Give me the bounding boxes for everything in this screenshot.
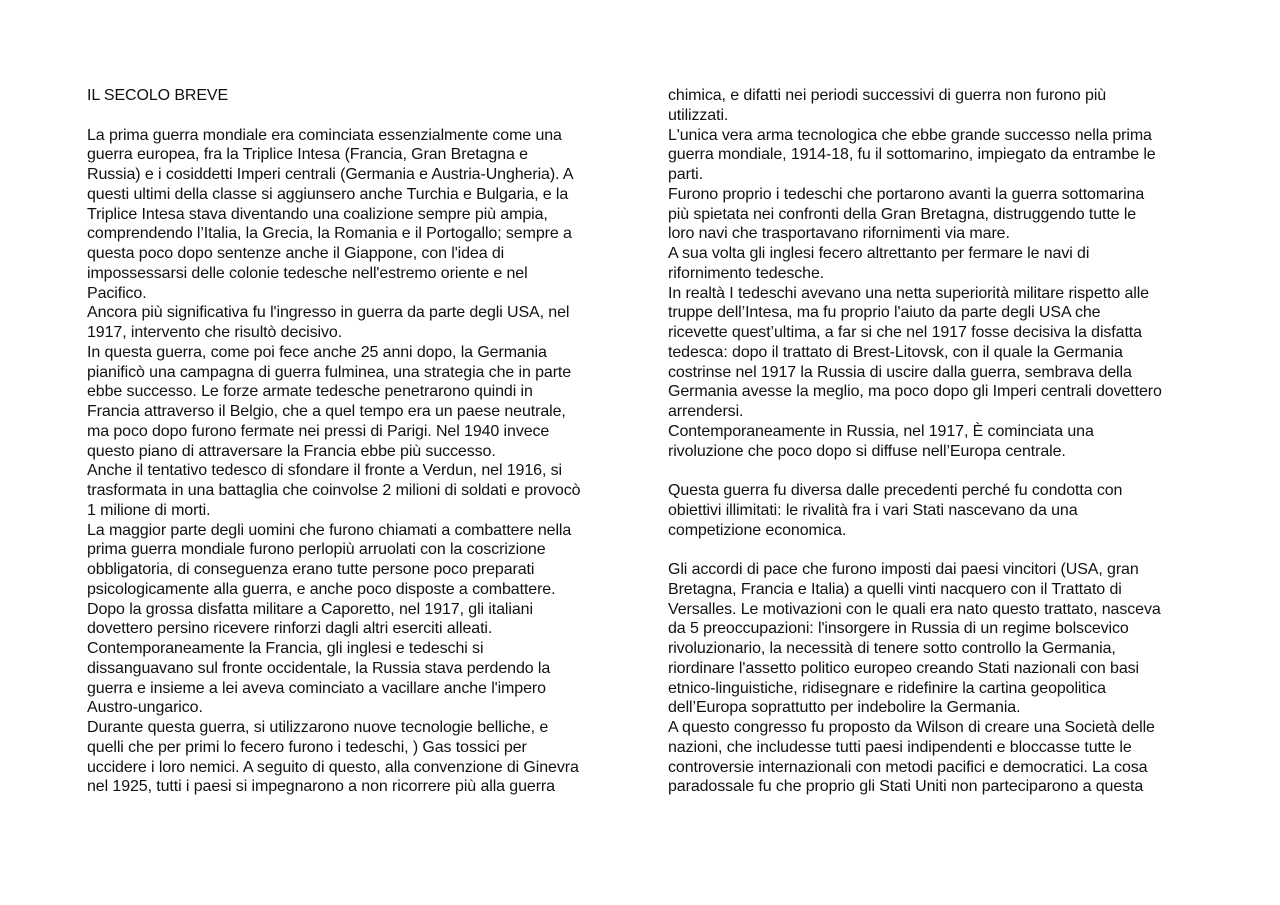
- text-line: competizione economica.: [668, 521, 847, 539]
- text-line: pianificò una campagna di guerra fulminea, una strategia che in parte: [87, 363, 572, 381]
- text-line: controversie internazionali con metodi pacifici e democratici. La cosa: [668, 758, 1148, 776]
- text-line: dissanguavano sul fronte occidentale, la Russia stava perdendo la: [87, 659, 551, 677]
- text-line: chimica, e difatti nei periodi successivi di guerra non furono più: [668, 87, 1107, 104]
- right-paragraph-block-3: [668, 560, 1196, 797]
- text-line: loro navi che trasportavano rifornimenti via mare.: [668, 225, 1010, 243]
- text-line: 1 milione di morti.: [87, 501, 211, 519]
- text-line: trasformata in una battaglia che coinvolse 2 milioni di soldati e provocò: [87, 482, 581, 499]
- text-line: psicologicamente alla guerra, e anche poco disposte a combattere.: [87, 580, 556, 598]
- text-line: Bretagna, Francia e Italia) a quelli vinti nacquero con il Trattato di: [668, 580, 1122, 598]
- text-line: questi ultimi della classe si aggiunsero anche Turchia e Bulgaria, e la: [87, 185, 569, 203]
- blank-line: [668, 461, 1196, 481]
- text-line: Contemporaneamente la Francia, gli inglesi e tedeschi si: [87, 640, 484, 657]
- text-line: ma poco dopo furono fermate nei pressi di Parigi. Nel 1940 invece: [87, 422, 550, 440]
- left-column: [87, 86, 622, 797]
- text-line: nel 1925, tutti i paesi si impegnarono a non ricorrere più alla guerra: [87, 778, 555, 796]
- text-line: tedesca: dopo il trattato di Brest-Litovsk, con il quale la Germania: [668, 343, 1123, 361]
- text-line: più spietata nei confronti della Gran Bretagna, distruggendo tutte le: [668, 205, 1137, 223]
- text-line: Anche il tentativo tedesco di sfondare il fronte a Verdun, nel 1916, si: [87, 462, 562, 480]
- left-column-text: [87, 126, 622, 798]
- text-line: La maggior parte degli uomini che furono chiamati a combattere nella: [87, 521, 572, 539]
- text-line: guerra mondiale, 1914-18, fu il sottomarino, impiegato da entrambe le: [668, 146, 1156, 164]
- text-line: nazioni, che includesse tutti paesi indipendenti e bloccasse tutte le: [668, 738, 1132, 756]
- text-line: In realtà I tedeschi avevano una netta superiorità militare rispetto alle: [668, 284, 1149, 302]
- text-line: questa poco dopo sentenze anche il Giappone, con l'idea di: [87, 245, 505, 262]
- text-line: utilizzati.: [668, 106, 729, 124]
- text-line: Germania avesse la meglio, ma poco dopo gli Imperi centrali dovettero: [668, 383, 1162, 401]
- text-line: 1917, intervento che risultò decisivo.: [87, 324, 343, 341]
- text-line: Pacifico.: [87, 284, 147, 302]
- text-line: Ancora più significativa fu l'ingresso in guerra da parte degli USA, nel: [87, 304, 570, 322]
- text-line: ebbe successo. Le forze armate tedesche penetrarono quindi in: [87, 383, 533, 401]
- text-line: costrinse nel 1917 la Russia di uscire dalla guerra, sembrava della: [668, 363, 1132, 381]
- text-line: A sua volta gli inglesi fecero altrettanto per fermare le navi di: [668, 245, 1090, 262]
- right-column: [668, 86, 1196, 797]
- text-line: Furono proprio i tedeschi che portarono avanti la guerra sottomarina: [668, 185, 1145, 203]
- text-line: quelli che per primi lo fecero furono i tedeschi, ) Gas tossici per: [87, 738, 527, 756]
- text-line: Contemporaneamente in Russia, nel 1917, È cominciata una: [668, 422, 1094, 440]
- text-line: Francia attraverso il Belgio, che a quel tempo era un paese neutrale,: [87, 403, 566, 420]
- text-line: questo piano di attraversare la Francia ebbe più successo.: [87, 442, 496, 460]
- text-line: Durante questa guerra, si utilizzarono nuove tecnologie belliche, e: [87, 719, 549, 736]
- text-line: dovettero persino ricevere rinforzi dagli altri eserciti alleati.: [87, 620, 493, 638]
- text-line: arrendersi.: [668, 403, 744, 420]
- text-line: guerra europea, fra la Triplice Intesa (Francia, Gran Bretagna e: [87, 146, 528, 164]
- text-line: rivoluzione che poco dopo si diffuse nell’Europa centrale.: [668, 442, 1066, 460]
- text-line: Versalles. Le motivazioni con le quali era nato questo trattato, nasceva: [668, 600, 1161, 618]
- text-line: truppe dell’Intesa, ma fu proprio l'aiuto da parte degli USA che: [668, 304, 1101, 322]
- right-paragraph-block-1: [668, 86, 1196, 461]
- blank-line: [668, 540, 1196, 560]
- text-line: impossessarsi delle colonie tedesche nell'estremo oriente e nel: [87, 264, 528, 282]
- text-line: prima guerra mondiale furono perlopiù arruolati con la coscrizione: [87, 541, 546, 559]
- right-paragraph-block-2: [668, 481, 1196, 540]
- text-line: dell’Europa soprattutto per indebolire la Germania.: [668, 699, 1021, 717]
- text-line: etnico-linguistiche, ridisegnare e ridefinire la cartina geopolitica: [668, 679, 1106, 697]
- blank-line: [87, 106, 622, 126]
- document-title: IL SECOLO BREVE: [87, 87, 229, 104]
- text-line: rifornimento tedesche.: [668, 264, 825, 282]
- text-line: Dopo la grossa disfatta militare a Caporetto, nel 1917, gli italiani: [87, 600, 533, 618]
- text-line: ricevette quest’ultima, a far si che nel 1917 fosse decisiva la disfatta: [668, 324, 1142, 341]
- text-line: Questa guerra fu diversa dalle precedenti perché fu condotta con: [668, 482, 1123, 499]
- text-line: In questa guerra, come poi fece anche 25 anni dopo, la Germania: [87, 343, 547, 361]
- text-line: obbligatoria, di conseguenza erano tutte persone poco preparati: [87, 561, 535, 578]
- text-line: paradossale fu che proprio gli Stati Uniti non parteciparono a questa: [668, 778, 1144, 796]
- text-line: parti.: [668, 166, 703, 183]
- text-line: da 5 preoccupazioni: l'insorgere in Russia di un regime bolscevico: [668, 620, 1129, 638]
- text-line: Triplice Intesa stava diventando una coalizione sempre più ampia,: [87, 205, 548, 223]
- text-line: rivoluzionario, la necessità di tenere sotto controllo la Germania,: [668, 640, 1116, 657]
- text-line: La prima guerra mondiale era cominciata essenzialmente come una: [87, 126, 562, 144]
- text-line: riordinare l'assetto politico europeo creando Stati nazionali con basi: [668, 659, 1140, 677]
- text-line: A questo congresso fu proposto da Wilson di creare una Società delle: [668, 719, 1155, 736]
- text-line: L'unica vera arma tecnologica che ebbe grande successo nella prima: [668, 126, 1152, 144]
- text-line: obiettivi illimitati: le rivalità fra i vari Stati nascevano da una: [668, 501, 1078, 519]
- text-line: Russia) e i cosiddetti Imperi centrali (Germania e Austria-Ungheria). A: [87, 166, 574, 183]
- text-line: comprendendo l’Italia, la Grecia, la Romania e il Portogallo; sempre a: [87, 225, 572, 243]
- text-line: Austro-ungarico.: [87, 699, 203, 717]
- text-line: guerra e insieme a lei aveva cominciato a vacillare anche l'impero: [87, 679, 546, 697]
- text-line: Gli accordi di pace che furono imposti dai paesi vincitori (USA, gran: [668, 561, 1139, 578]
- text-line: uccidere i loro nemici. A seguito di questo, alla convenzione di Ginevra: [87, 758, 579, 776]
